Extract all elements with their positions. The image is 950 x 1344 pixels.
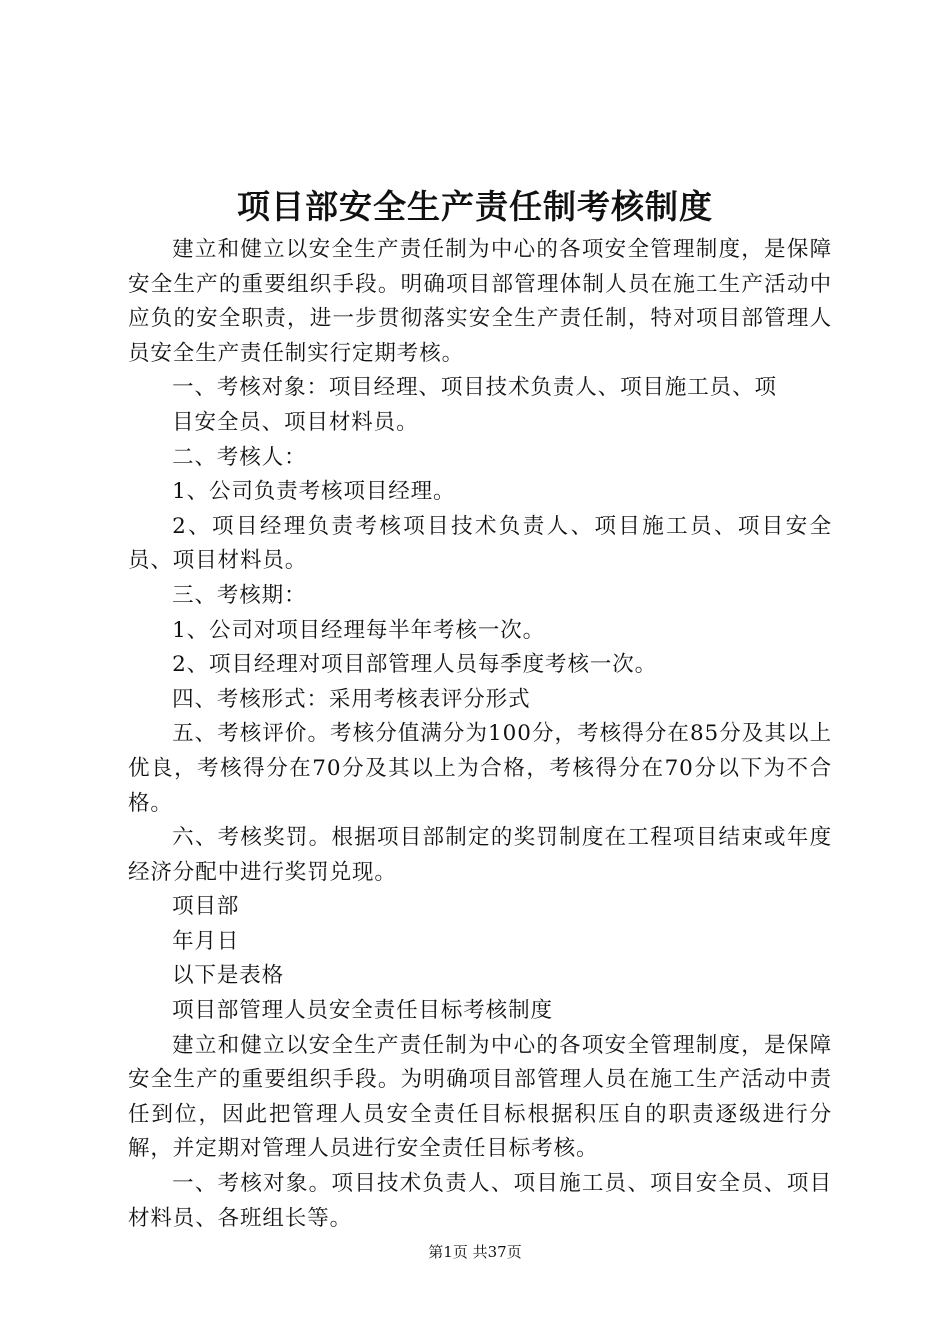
paragraph-section-2: 二、考核人： — [172, 444, 307, 470]
paragraph-item-2-1: 1、公司负责考核项目经理。 — [172, 479, 456, 505]
paragraph-section-1-b: 一、考核对象。项目技术负责人、项目施工员、项目安全员、项目材料员、各班组长等。 — [128, 1171, 832, 1231]
paragraph-section-1: 一、考核对象：项目经理、项目技术负责人、项目施工员、项 — [172, 375, 777, 401]
paragraph-section-3: 三、考核期： — [172, 582, 307, 608]
paragraph-section-5: 五、考核评价。考核分值满分为100分，考核得分在85分及其以上优良，考核得分在70分及其以上为合格，考核得分在70分以下为不合格。 — [128, 721, 832, 816]
paragraph-section-6: 六、考核奖罚。根据项目部制定的奖罚制度在工程项目结束或年度经济分配中进行奖罚兑现。 — [128, 825, 832, 885]
paragraph-signature-dept: 项目部 — [172, 894, 240, 920]
paragraph-item-3-1: 1、公司对项目经理每半年考核一次。 — [172, 617, 546, 643]
paragraph-section-1-cont: 目安全员、项目材料员。 — [172, 409, 419, 435]
paragraph-intro: 建立和健立以安全生产责任制为中心的各项安全管理制度，是保障安全生产的重要组织手段。明确项目部管理体制人员在施工生产活动中应负的安全职责，进一步贯彻落实安全生产责任制，特对项目部管理人员安全生产责任制实行定期考核。 — [128, 237, 832, 366]
paragraph-table-note: 以下是表格 — [172, 963, 285, 989]
page-footer: 第1页 共37页 — [428, 1243, 522, 1261]
paragraph-intro-2: 建立和健立以安全生产责任制为中心的各项安全管理制度，是保障安全生产的重要组织手段。为明确项目部管理人员在施工生产活动中责任到位，因此把管理人员安全责任目标根据积压自的职责逐级进行分解，并定期对管理人员进行安全责任目标考核。 — [128, 1032, 832, 1162]
paragraph-signature-date: 年月日 — [172, 928, 240, 954]
document-body — [128, 233, 832, 1236]
paragraph-subtitle: 项目部管理人员安全责任目标考核制度 — [172, 998, 553, 1024]
document-title: 项目部安全生产责任制考核制度 — [237, 187, 713, 226]
paragraph-section-4: 四、考核形式：采用考核表评分形式 — [172, 686, 531, 712]
paragraph-item-2-2: 2、项目经理负责考核项目技术负责人、项目施工员、项目安全员、项目材料员。 — [128, 513, 832, 574]
paragraph-item-3-2: 2、项目经理对项目部管理人员每季度考核一次。 — [172, 652, 658, 678]
